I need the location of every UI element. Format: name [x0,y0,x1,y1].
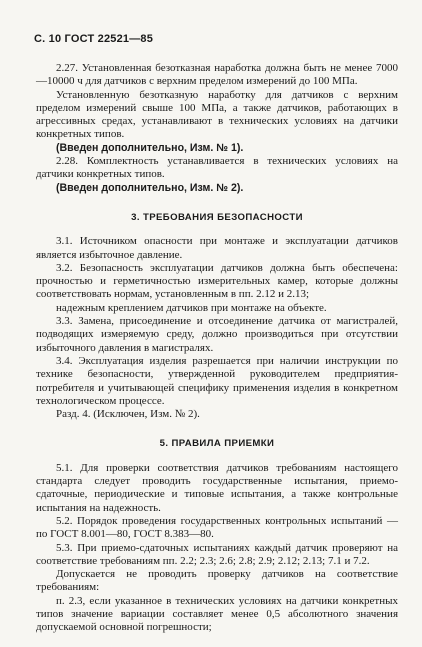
paragraph-5-3-continued: Допускается не проводить проверку датчиков на соответствие требованиям: [36,568,398,594]
section-3-title: 3. ТРЕБОВАНИЯ БЕЗОПАСНОСТИ [131,211,303,223]
page-header: С. 10 ГОСТ 22521—85 [34,33,154,45]
page-content [36,62,398,635]
paragraph-3-2-continued: надежным креплением датчиков при монтаже на объекте. [56,301,327,314]
paragraph-2-27: 2.27. Установленная безотказная наработка должна быть не менее 7000—10000 ч для датчиков с верхним пределом измерений до 100 МПа. [36,62,398,88]
section-4-removed: Разд. 4. (Исключен, Изм. № 2). [56,408,200,421]
paragraph-5-2: 5.2. Порядок проведения государственных контрольных испытаний — по ГОСТ 8.001—80, ГОСТ 8.383—80. [36,514,398,541]
amendment-note-2: (Введен дополнительно, Изм. № 2). [56,181,244,194]
paragraph-3-4: 3.4. Эксплуатация изделия разрешается при наличии инструкции по технике безопасности, утвержденной руководителем предприятия-потребителя и учитывающей специфику применения изделия в конкретном технологическом процессе. [36,354,398,407]
paragraph-3-1: 3.1. Источником опасности при монтаже и эксплуатации датчиков является избыточное давление. [36,235,398,261]
section-5-title: 5. ПРАВИЛА ПРИЕМКИ [159,438,275,450]
paragraph-5-1: 5.1. Для проверки соответствия датчиков требованиям настоящего стандарта следует проводить государственные испытания, приемо-сдаточные, периодические и типовые испытания, а также контрольные испытания на надежность. [36,461,398,514]
paragraph-5-3-item: п. 2.3, если указанное в технических условиях на датчики конкретных типов значение вариации составляет менее 0,5 абсолютного значения допускаемой основной погрешности; [36,594,398,634]
paragraph-5-3: 5.3. При приемо-сдаточных испытаниях каждый датчик проверяют на соответствие требованиям пп. 2.2; 2.3; 2.6; 2.8; 2.9; 2.12; 2.13; 7.1 и 7.2. [36,541,398,567]
paragraph-3-3: 3.3. Замена, присоединение и отсоединение датчика от магистралей, подводящих измеряемую среду, должно производиться при отсутствии избыточного давления в магистралях. [36,315,398,354]
paragraph-3-2: 3.2. Безопасность эксплуатации датчиков должна быть обеспечена: прочностью и герметичностью измерительных камер, которые должны соответствовать нормам, установленным в пп. 2.12 и 2.13; [36,261,398,301]
paragraph-2-28: 2.28. Комплектность устанавливается в технических условиях на датчики конкретных типов. [36,155,398,181]
paragraph-2-27-continued: Установленную безотказную наработку для датчиков с верхним пределом измерений свыше 100 МПа, а также датчиков, работающих в агрессивных средах, устанавливают в технических условиях на датчики конкретных типов. [36,88,398,141]
amendment-note-1: (Введен дополнительно, Изм. № 1). [56,141,244,154]
